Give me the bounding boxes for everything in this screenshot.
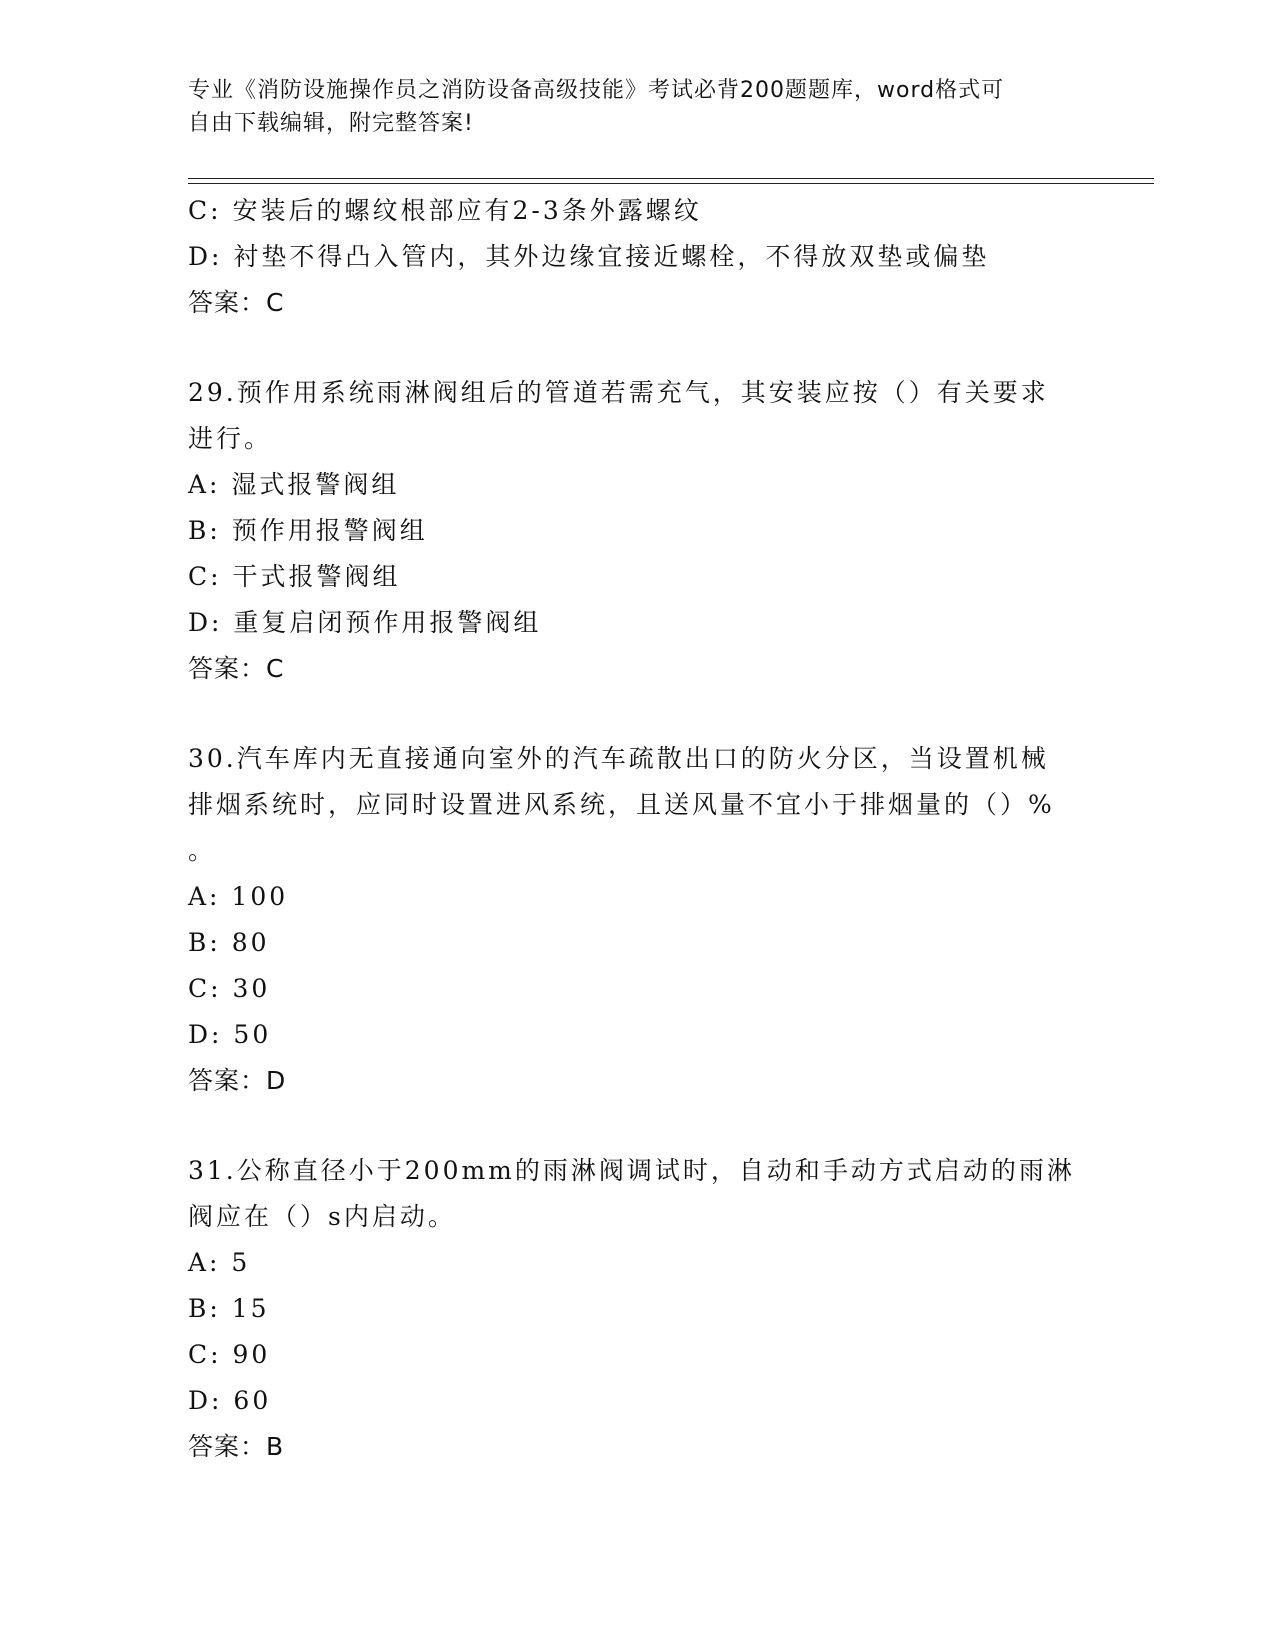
spacer	[188, 692, 1088, 736]
question-stem-line: 排烟系统时，应同时设置进风系统，且送风量不宜小于排烟量的（）%	[188, 790, 1055, 819]
option-a: A: 5	[188, 1248, 251, 1277]
spacer	[188, 1104, 1088, 1148]
option-a: A: 湿式报警阀组	[188, 470, 400, 499]
question-stem-line: 29.预作用系统雨淋阀组后的管道若需充气，其安装应按（）有关要求	[188, 378, 1049, 407]
answer-line: 答案：C	[188, 654, 285, 683]
option-a: A: 100	[188, 882, 289, 911]
option-c: C: 90	[188, 1340, 271, 1369]
option-c: C: 安装后的螺纹根部应有2-3条外露螺纹	[188, 196, 702, 225]
question-29	[188, 370, 1088, 692]
answer-line: 答案：D	[188, 1066, 287, 1095]
option-d: D: 50	[188, 1020, 272, 1049]
option-c: C: 干式报警阀组	[188, 562, 401, 591]
spacer	[188, 326, 1088, 370]
option-b: B: 80	[188, 928, 270, 957]
option-d: D: 衬垫不得凸入管内，其外边缘宜接近螺栓，不得放双垫或偏垫	[188, 242, 990, 271]
carryover-block	[188, 188, 1088, 326]
question-stem-line: 30.汽车库内无直接通向室外的汽车疏散出口的防火分区，当设置机械	[188, 744, 1049, 773]
question-stem-line: 31.公称直径小于200mm的雨淋阀调试时，自动和手动方式启动的雨淋	[188, 1156, 1075, 1185]
question-31	[188, 1148, 1088, 1470]
header-title-line-2: 自由下载编辑，附完整答案!	[188, 111, 474, 136]
header-divider-bottom	[188, 183, 1154, 184]
question-content	[188, 188, 1088, 1470]
option-d: D: 重复启闭预作用报警阀组	[188, 608, 542, 637]
option-d: D: 60	[188, 1386, 272, 1415]
header-title-line-1: 专业《消防设施操作员之消防设备高级技能》考试必背200题题库，word格式可	[188, 78, 1005, 103]
option-b: B: 预作用报警阀组	[188, 516, 428, 545]
answer-line: 答案：C	[188, 288, 285, 317]
question-stem-line: 进行。	[188, 424, 273, 453]
answer-line: 答案：B	[188, 1432, 285, 1461]
question-stem-line: 阀应在（）s内启动。	[188, 1202, 456, 1231]
question-30	[188, 736, 1088, 1104]
header-divider-top	[188, 178, 1154, 179]
question-stem-line: 。	[188, 836, 217, 865]
document-header	[188, 74, 1088, 140]
option-b: B: 15	[188, 1294, 270, 1323]
option-c: C: 30	[188, 974, 271, 1003]
